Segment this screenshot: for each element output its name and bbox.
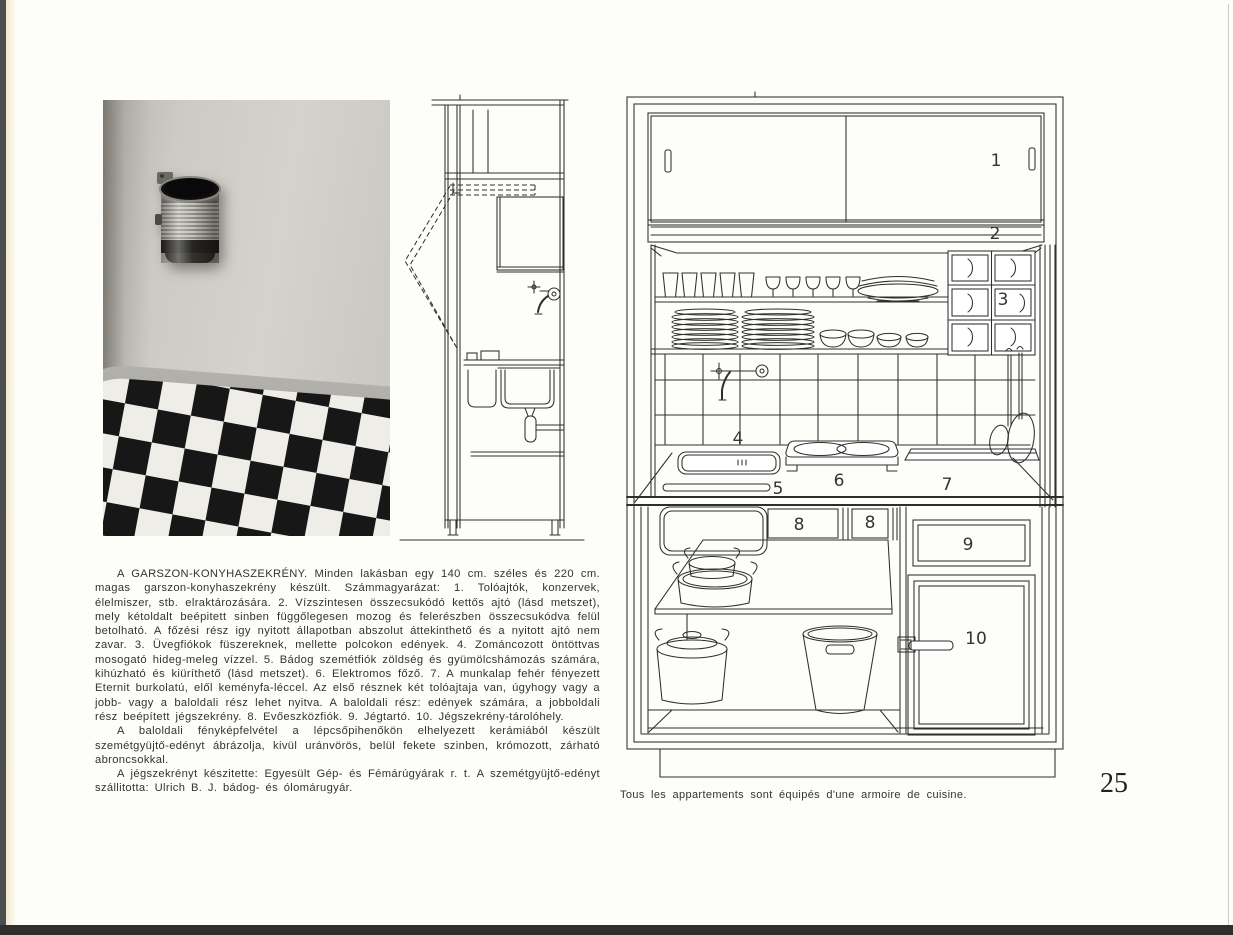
french-caption: Tous les appartements sont équipés d'une armoire de cuisine. [620, 789, 967, 801]
checkered-floor [103, 360, 390, 536]
container-clasp [155, 214, 162, 225]
paper-edge-strip [6, 0, 16, 925]
part-label-10: 10 [965, 629, 987, 649]
part-label-7: 7 [941, 475, 953, 495]
checkerboard-pattern [103, 374, 390, 536]
photo-waste-container [103, 100, 390, 536]
part-label-8b: 8 [864, 513, 876, 533]
part-label-6: 6 [833, 471, 845, 491]
part-label-8a: 8 [793, 515, 805, 535]
paragraph-legend-body: Minden lakásban egy 140 cm. széles és 220 cm. magas garszon-konyhaszekrény készült. Számmagyarázat: 1. Tolóajtók, konzervek, élelmiszer, stb. elraktározására. 2. Vízszintesen összecsukódó kettős ajtó (lásd metszet), mely kétoldalt beépitett sinben függőlegesen mozog és felerészben összecsukódva felül betolható. A főzési rész igy nyitott állapotban abszolut áttekinthető és a nyitott ajtó nem zavar. 3. Üvegfiókok füszereknek, mellette polcokon edények. 4. Zománcozott öntöttvas mosogató hideg-meleg vízzel. 5. Bádog szemétfiók zöldség és gyümölcshámozás számára, kihúzható és kiüríthető (lásd metszet). 6. Elektromos főző. 7. A munkalap fehér fényezett Eternit burkolatú, elől keményfa-léccel. Az első résznek két tolóajtaja van, úgyhogy vagy a jobb- vagy a baloldali rész lehet nyitva. A baloldali rész: edények számára, a jobboldali rész beépített jégszekrény. 8. Evőeszközfiók. 9. Jégtartó. 10. Jégszekrény-tárolóhely. [95, 568, 600, 723]
cabinet-front-elevation-drawing [615, 88, 1075, 788]
part-label-9: 9 [962, 535, 974, 555]
part-label-4: 4 [732, 429, 744, 449]
scan-edge-bottom [0, 925, 1233, 935]
container-highlight [161, 193, 219, 263]
article-title: A GARSZON-KONYHASZEKRÉNY. [117, 568, 308, 580]
container-opening [159, 176, 221, 202]
page-edge-line [1228, 4, 1229, 925]
page-number: 25 [1100, 768, 1128, 799]
paragraph-manufacturers: A jégszekrényt készitette: Egyesült Gép- és Fémárúgyárak r. t. A szemétgyüjtő-edényt szállitotta: Ulrich B. J. bádog- és ólomárugyár. [95, 768, 600, 795]
article-text [95, 567, 600, 796]
part-label-3: 3 [997, 290, 1009, 310]
waste-container [159, 176, 221, 268]
paragraph-legend [95, 567, 600, 724]
part-label-2: 2 [989, 224, 1001, 244]
paragraph-photo-description: A baloldali fényképfelvétel a lépcsőpihenőkön elhelyezett kerámiából készült szemétgyüjtő-edényt ábrázolja, kivül uránvörös, belül fekete szinben, krómozott, zárható abroncsokkal. [95, 725, 600, 766]
part-label-5: 5 [772, 479, 784, 499]
cabinet-section-drawing [398, 88, 588, 548]
part-label-1: 1 [990, 151, 1002, 171]
